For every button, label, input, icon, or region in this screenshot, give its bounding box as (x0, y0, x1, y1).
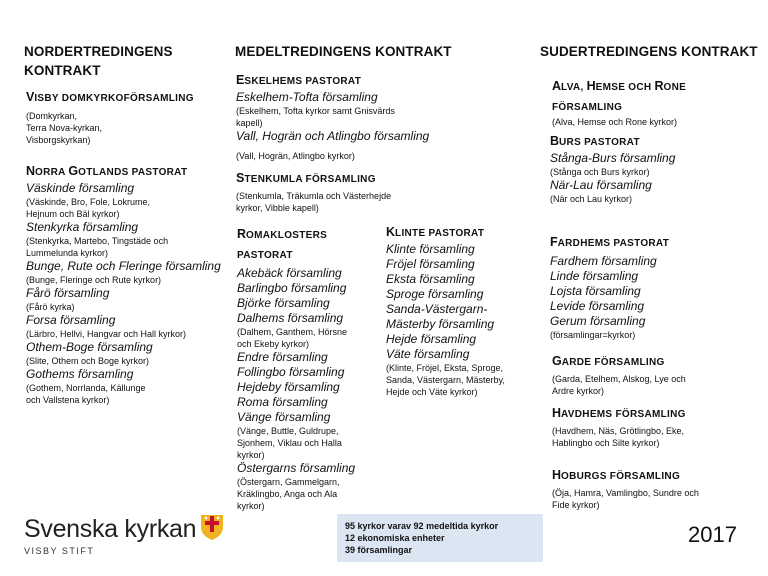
north-title-line1: NORDERTREDINGENS (24, 44, 173, 59)
parish-gothem: Gothems församling (26, 367, 134, 381)
parish-sanda-vastergarn: Sanda-Västergarn- (386, 302, 488, 316)
stanga-notes: (Stånga och Burs kyrkor) (550, 167, 650, 177)
garde-notes: (Garda, Etelhem, Alskog, Lye och Ardre kyrkor) (552, 374, 686, 396)
othem-notes: (Slite, Othem och Boge kyrkor) (26, 356, 150, 366)
burs-heading: BURS PASTORAT (550, 134, 640, 148)
klinte-notes: (Klinte, Fröjel, Eksta, Sproge, Sanda, Västergarn, Mästerby, Hejde och Väte kyrkor) (386, 363, 505, 397)
summary-economic-units: 12 ekonomiska enheter (345, 533, 445, 543)
vange-notes: (Vänge, Buttle, Guldrupe, Sjonhem, Viklau och Halla kyrkor) (237, 426, 342, 460)
parish-vange: Vänge församling (237, 410, 331, 424)
stenkumla-heading: STENKUMLA FÖRSAMLING (236, 171, 376, 185)
visby-section (26, 89, 226, 146)
fardhem-section (550, 234, 750, 341)
visby-notes: (Domkyrkan, Terra Nova-kyrkan, Visborgskyrkan) (26, 111, 103, 145)
eskelhem-notes: (Eskelhem, Tofta kyrkor samt Gnisvärds kapell) (236, 106, 395, 128)
hoburg-section (552, 467, 752, 511)
parish-faro: Fårö församling (26, 286, 110, 300)
hoburg-notes: (Öja, Hamra, Vamlingbo, Sundre och Fide kyrkor) (552, 488, 699, 510)
parish-frojel: Fröjel församling (386, 257, 475, 271)
garde-section (552, 353, 752, 397)
faro-notes: (Fårö kyrka) (26, 302, 75, 312)
parish-fardhem: Fardhem församling (550, 254, 657, 268)
klinte-heading: KLINTE PASTORAT (386, 225, 485, 239)
alva-heading-line2: FÖRSAMLING (552, 102, 623, 113)
roma-heading: ROMAKLOSTERS (237, 227, 328, 241)
nar-lau-notes: (När och Lau kyrkor) (550, 194, 633, 204)
garde-heading: GARDE FÖRSAMLING (552, 354, 665, 368)
parish-vaskinde: Väskinde församling (26, 181, 135, 195)
klinte-section (386, 224, 526, 398)
parish-nar-lau: När-Lau församling (550, 178, 652, 192)
parish-levide: Levide församling (550, 299, 645, 313)
parish-masterby: Mästerby församling (386, 317, 495, 331)
crest-icon (200, 513, 224, 546)
logo-wordmark: Svenska kyrkan (24, 515, 197, 543)
parish-follingbo: Follingbo församling (237, 365, 345, 379)
parish-hejde: Hejde församling (386, 332, 477, 346)
parish-othem-boge: Othem-Boge församling (26, 340, 153, 354)
parish-vate: Väte församling (386, 347, 470, 361)
parish-bunge-rute-fleringe: Bunge, Rute och Fleringe församling (26, 259, 221, 273)
forsa-notes: (Lärbro, Hellvi, Hangvar och Hall kyrkor) (26, 329, 187, 339)
norra-gotland-section (26, 163, 231, 406)
ostergarn-notes: (Östergarn, Gammelgarn, Kräklingbo, Anga och Ala kyrkor) (237, 477, 340, 511)
stenkumla-notes: (Stenkumla, Träkumla och Västerhejde kyrkor, Vibble kapell) (236, 191, 392, 213)
parish-endre: Endre församling (237, 350, 328, 364)
parish-bjorke: Björke församling (237, 296, 330, 310)
havdhem-heading: HAVDHEMS FÖRSAMLING (552, 406, 686, 420)
dalhem-notes: (Dalhem, Ganthem, Hörsne och Ekeby kyrkor) (237, 327, 348, 349)
havdhem-section (552, 405, 752, 449)
stenkumla-section (236, 170, 466, 214)
havdhem-notes: (Havdhem, Näs, Grötlingbo, Eke, Hablingbo och Silte kyrkor) (552, 426, 685, 448)
norra-gotland-heading: NORRA GOTLANDS PASTORAT (26, 164, 188, 178)
fardhem-heading: FARDHEMS PASTORAT (550, 235, 670, 249)
logo-subtitle: VISBY STIFT (24, 546, 95, 556)
alva-notes: (Alva, Hemse och Rone kyrkor) (552, 117, 678, 127)
parish-barlingbo: Barlingbo församling (237, 281, 347, 295)
parish-roma: Roma församling (237, 395, 328, 409)
parish-dalhem: Dalhems församling (237, 311, 344, 325)
alva-heading: ALVA, HEMSE OCH RONE (552, 79, 687, 93)
parish-stenkyrka: Stenkyrka församling (26, 220, 139, 234)
alva-section (552, 78, 752, 128)
north-column-title (24, 42, 173, 80)
visby-heading: VISBY DOMKYRKOFÖRSAMLING (26, 90, 194, 104)
north-title-line2: KONTRAKT (24, 63, 101, 78)
svenska-kyrkan-logo (24, 513, 224, 556)
romaklosters-section (237, 226, 377, 512)
parish-stanga-burs: Stånga-Burs församling (550, 151, 676, 165)
roma-heading-line2: PASTORAT (237, 250, 293, 261)
parish-klinte: Klinte församling (386, 242, 475, 256)
eskelhem-heading: ESKELHEMS PASTORAT (236, 73, 362, 87)
eskelhem-section (236, 72, 466, 162)
middle-column-title: MEDELTREDINGENS KONTRAKT (235, 44, 452, 59)
hoburg-heading: HOBURGS FÖRSAMLING (552, 468, 681, 482)
gothem-notes: (Gothem, Norrlanda, Källunge och Vallstena kyrkor) (26, 383, 146, 405)
summary-parishes: 39 församlingar (345, 545, 413, 555)
parish-hejdeby: Hejdeby församling (237, 380, 340, 394)
fardhem-notes: (församlingar=kyrkor) (550, 330, 636, 340)
burs-section (550, 133, 750, 205)
parish-eksta: Eksta församling (386, 272, 475, 286)
summary-box (337, 514, 543, 562)
vall-notes: (Vall, Hogrän, Atlingbo kyrkor) (236, 151, 355, 161)
stenkyrka-notes: (Stenkyrka, Martebo, Tingstäde och Lummelunda kyrkor) (26, 236, 169, 258)
parish-gerum: Gerum församling (550, 314, 646, 328)
parish-eskelhem-tofta: Eskelhem-Tofta församling (236, 90, 378, 104)
year-label: 2017 (688, 522, 737, 547)
parish-sproge: Sproge församling (386, 287, 484, 301)
parish-vall-hogran-atlingbo: Vall, Hogrän och Atlingbo församling (236, 129, 430, 143)
bunge-notes: (Bunge, Fleringe och Rute kyrkor) (26, 275, 162, 285)
parish-lojsta: Lojsta församling (550, 284, 641, 298)
parish-akeback: Akebäck församling (237, 266, 342, 280)
south-column-title: SUDERTREDINGENS KONTRAKT (540, 44, 758, 59)
vaskinde-notes: (Väskinde, Bro, Fole, Lokrume, Hejnum och Bäl kyrkor) (26, 197, 151, 219)
parish-forsa: Forsa församling (26, 313, 116, 327)
parish-linde: Linde församling (550, 269, 639, 283)
summary-churches: 95 kyrkor varav 92 medeltida kyrkor (345, 521, 499, 531)
parish-ostergarn: Östergarns församling (237, 461, 356, 475)
